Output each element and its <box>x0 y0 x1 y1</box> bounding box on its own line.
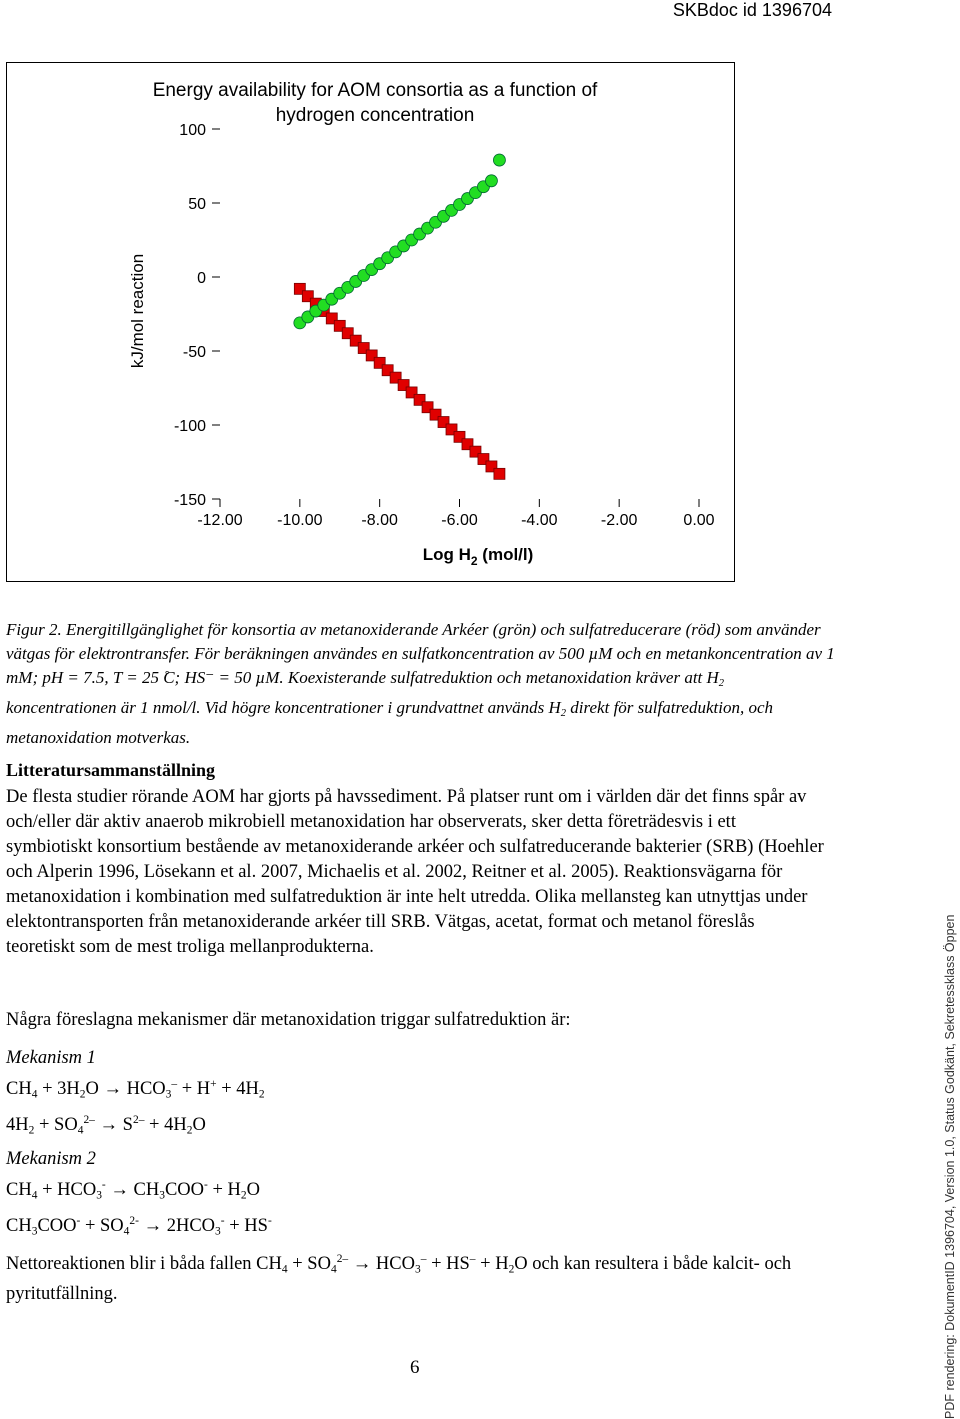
mechanism-2-reaction-1: $CH_4 + HCO_3^- \to CH_3COO^- + H_2O$ <box>6 1179 260 1202</box>
page-number: 6 <box>410 1357 420 1378</box>
section-heading: Litteratursammanställning <box>6 760 215 780</box>
red-data-point <box>494 468 505 479</box>
y-axis-label: kJ/mol reaction <box>128 253 147 369</box>
caption-sub: 2 <box>718 678 725 690</box>
y-tick-label: 50 <box>188 196 206 213</box>
chart-title-line: hydrogen concentration <box>275 105 475 126</box>
green-data-point <box>493 154 505 166</box>
paragraph-text: De flesta studier rörande AOM har gjorts på havssediment. På platser runt om i världen där det finns spår av och/eller där aktiv anaerob mikrobiell metanoxidation har observerats, sker detta företrädesvis i ett symbiotiskt konsortium bestående av metanoxiderande arkéer och sulfatreducerande bakterier (SRB) (Hoehler och Alperin 1996, Lösekann et al. 2007, Michaelis et al. 2002, Reitner et al. 2005). Reaktionsvägarna för metanoxidation i kombination med sulfatreduktion är inte helt utredda. Olika mellansteg kan utnyttjas under elektontransporten från metanoxiderande arkéer till SRB. Vätgas, acetat, format och metanol föreslås teoretiskt som de mest troliga mellanprodukterna. <box>6 787 824 957</box>
x-tick-label: -4.00 <box>521 512 558 529</box>
caption-text: Energitillgänglighet för konsortia av metanoxiderande Arkéer (grön) och sulfatreducerare (röd) som använder vätgas för elektrontransfer. För beräkningen användes en sulfatkoncentration av 500 µM och en metankoncentration av 1 mM; pH = 7.5, T = 25 ̊C; HS⁻ = 50 µM. Koexisterande sulfatreduktion och metanoxidation kräver att H <box>6 620 835 687</box>
figure-caption <box>6 618 836 750</box>
chart-title-line: Energy availability for AOM consortia as a function of <box>152 80 598 101</box>
document-id: SKBdoc id 1396704 <box>672 0 832 20</box>
net-reaction-pre: Nettoreaktionen blir i båda fallen CH <box>6 1253 282 1274</box>
mechanism-1-reaction-1: $CH_4 + 3H_2O \to HCO_3^- + H^+ + 4H_2$ <box>6 1078 265 1101</box>
chart-svg <box>7 63 734 581</box>
mechanism-2-reaction-2: $CH_3COO^- + SO_4^{2-} \to 2HCO_3^- + HS^-$ <box>6 1215 272 1238</box>
mechanism-1 <box>6 1045 265 1144</box>
net-reaction-post: och kan resultera i både kalcit- och pyritutfällning. <box>6 1253 792 1305</box>
y-tick-label: -50 <box>182 344 206 361</box>
mechanism-2 <box>6 1146 272 1245</box>
mechanism-2-title: Mekanism 2 <box>6 1149 96 1169</box>
y-tick-label: 100 <box>179 122 206 139</box>
green-data-point <box>485 175 497 187</box>
caption-label: Figur 2. <box>6 620 62 639</box>
figure-chart <box>6 62 735 582</box>
y-tick-label: 0 <box>197 270 206 287</box>
x-tick-label: 0.00 <box>683 512 715 529</box>
mechanisms-intro: Några föreslagna mekanismer där metanoxidation triggar sulfatreduktion är: <box>6 1010 571 1030</box>
x-tick-label: -8.00 <box>361 512 398 529</box>
net-reaction-paragraph: Nettoreaktionen blir i båda fallen $CH_4 + SO_4^{2-} \to HCO_3^- + HS^- + H_2O$ och kan resultera i både kalcit- och pyritutfällning. <box>6 1253 792 1305</box>
x-tick-label: -6.00 <box>441 512 478 529</box>
mechanism-1-title: Mekanism 1 <box>6 1048 96 1068</box>
y-tick-label: -100 <box>173 418 206 435</box>
x-tick-label: -12.00 <box>197 512 243 529</box>
caption-text-3: direkt för sulfatreduktion, och metanoxidation motverkas. <box>6 698 774 748</box>
y-tick-label: -150 <box>173 492 206 509</box>
pdf-rendering-sidebar: PDF rendering: DokumentID 1396704, Version 1.0, Status Godkänt, Sekretessklass Öppen <box>943 914 957 1419</box>
caption-text-2: koncentrationen är 1 nmol/l. Vid högre koncentrationer i grundvattnet används H <box>6 698 561 718</box>
caption-sub-2: 2 <box>560 708 567 720</box>
body-paragraph <box>6 785 826 960</box>
x-tick-label: -10.00 <box>277 512 323 529</box>
mechanism-1-reaction-2: $4H_2 + SO_4^{2-} \to S^{2-} + 4H_2O$ <box>6 1114 206 1137</box>
x-tick-label: -2.00 <box>600 512 638 529</box>
x-axis-label: Log $H_2$ (mol/l) <box>422 545 534 568</box>
